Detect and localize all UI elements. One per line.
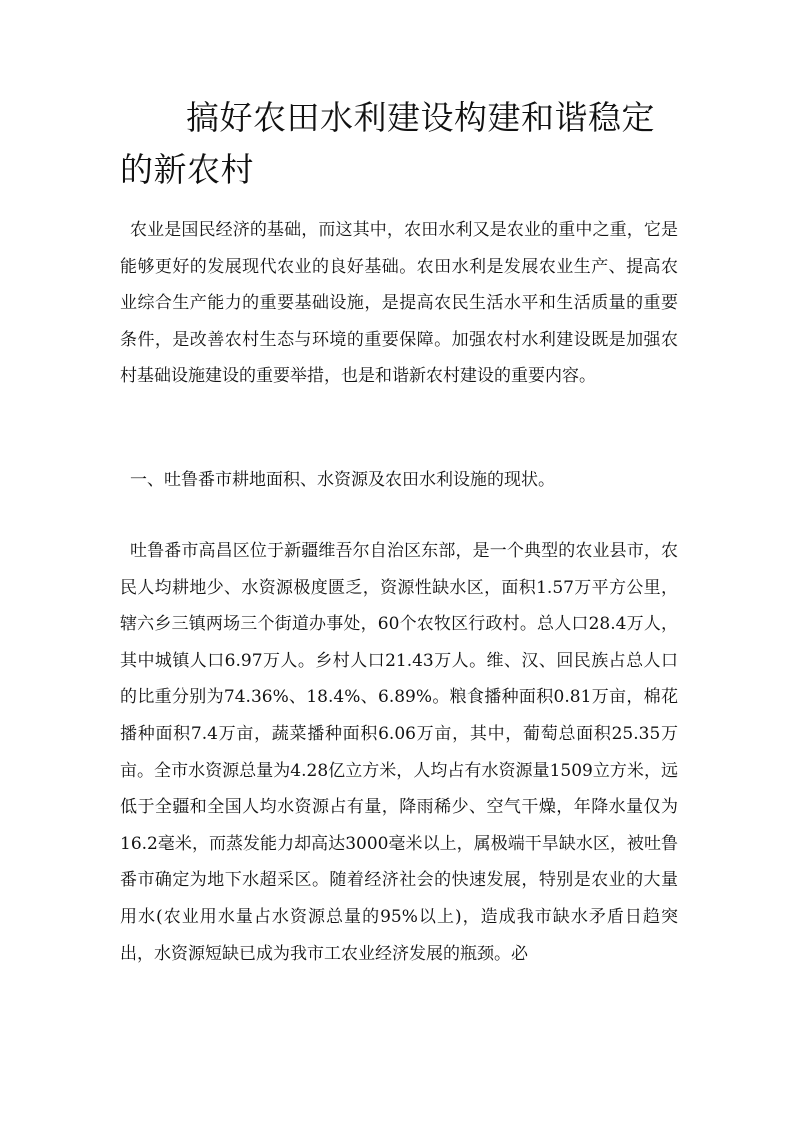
section-heading-1: 一、吐鲁番市耕地面积、水资源及农田水利设施的现状。 (130, 470, 555, 490)
paragraph-intro: 农业是国民经济的基础，而这其中，农田水利又是农业的重中之重，它是能够更好的发展现代农业的良好基础。农田水利是发展农业生产、提高农业综合生产能力的重要基础设施，是提高农民生活水平和生活质量的重要条件，是改善农村生态与环境的重要保障。加强农村水利建设既是加强农村基础设施建设的重要举措，也是和谐新农村建设的重要内容。 (120, 220, 678, 387)
document-title: 搞好农田水利建设构建和谐稳定的新农村 (120, 98, 655, 189)
paragraph-current-status: 吐鲁番市高昌区位于新疆维吾尔自治区东部，是一个典型的农业县市，农民人均耕地少、水资源极度匮乏，资源性缺水区，面积1.57万平方公里，辖六乡三镇两场三个街道办事处，60个农牧区行政村。总人口28.4万人，其中城镇人口6.97万人。乡村人口21.43万人。维、汉、回民族占总人口的比重分别为74.36%、18.4%、6.89%。粮食播种面积0.81万亩，棉花播种面积7.4万亩，蔬菜播种面积6.06万亩，其中，葡萄总面积25.35万亩。全市水资源总量为4.28亿立方米，人均占有水资源量1509立方米，远低于全疆和全国人均水资源占有量，降雨稀少、空气干燥，年降水量仅为16.2毫米，而蒸发能力却高达3000毫米以上，属极端干旱缺水区，被吐鲁番市确定为地下水超采区。随着经济社会的快速发展，特别是农业的大量用水(农业用水量占水资源总量的95%以上)，造成我市缺水矛盾日趋突出，水资源短缺已成为我市工农业经济发展的瓶颈。必 (120, 541, 678, 964)
